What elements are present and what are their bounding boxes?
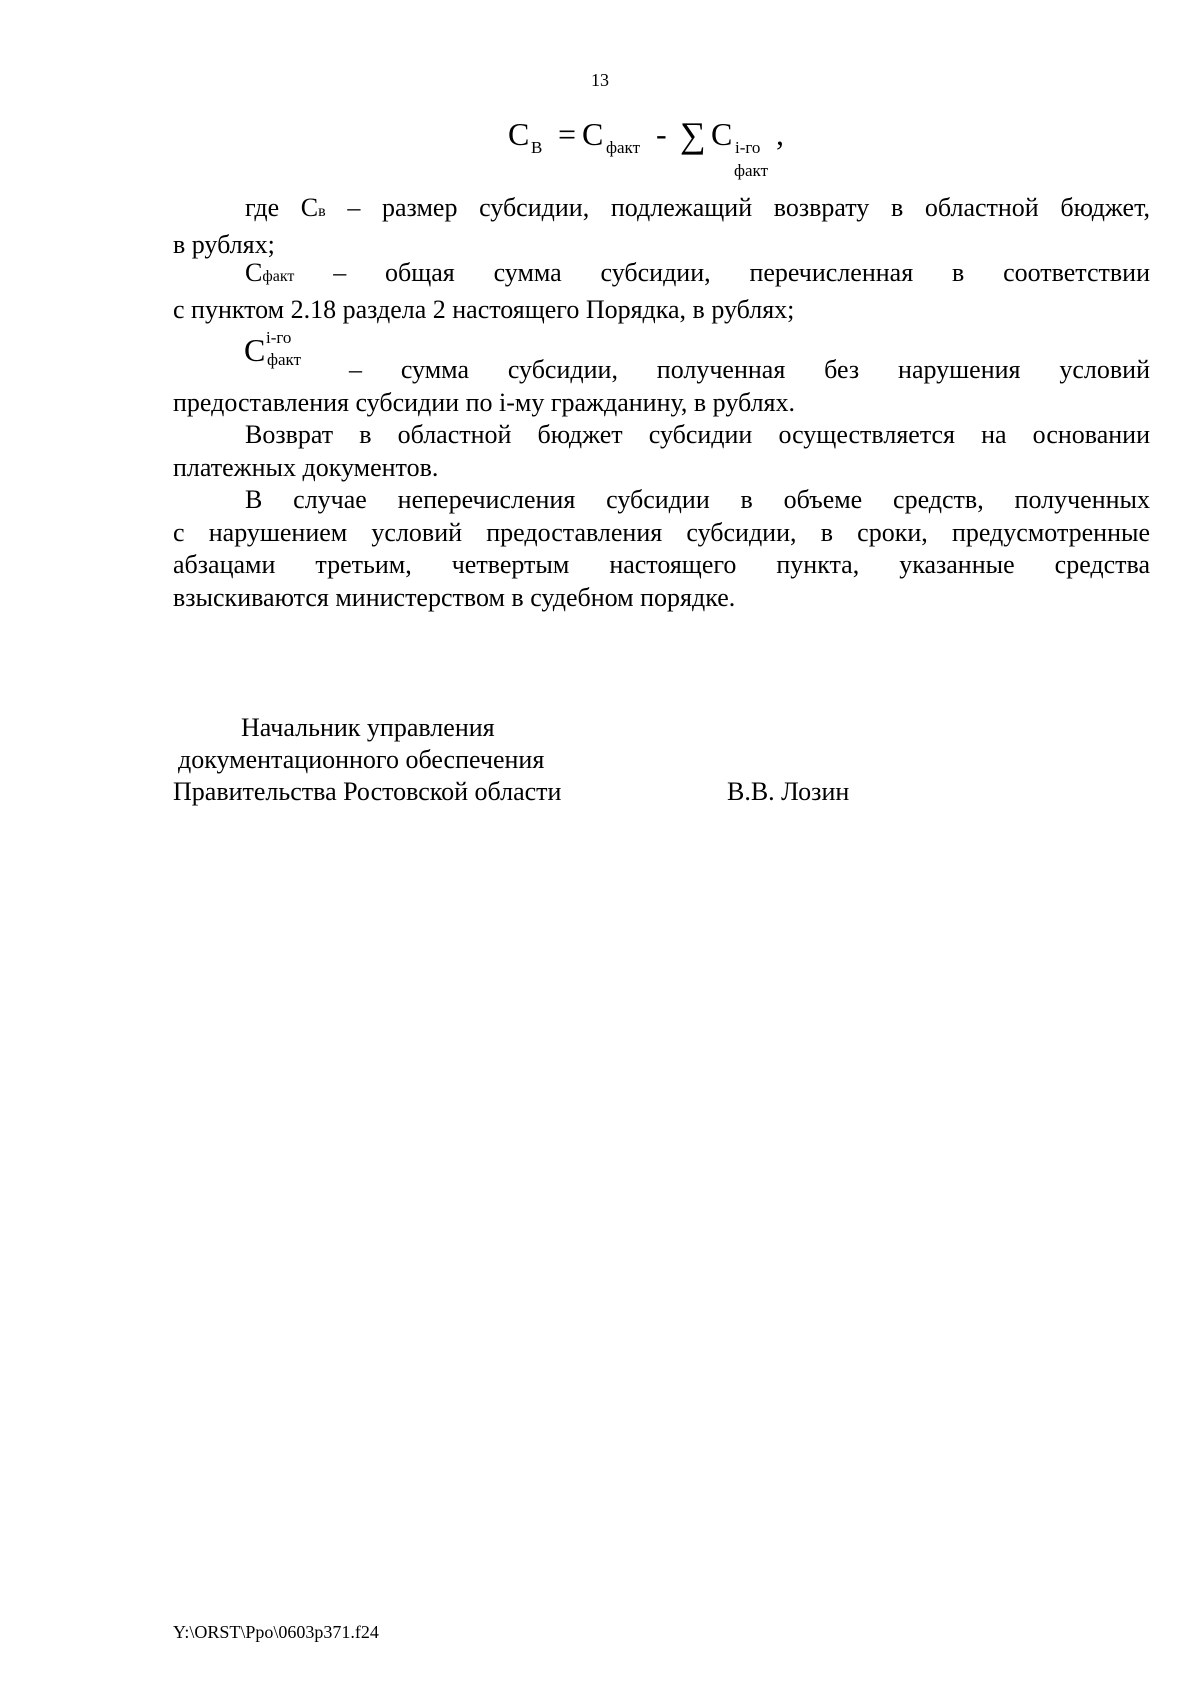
text-line xyxy=(173,257,1150,294)
paragraph-definition-cv xyxy=(173,192,1150,261)
formula-minus: - xyxy=(656,116,667,152)
paragraph-refund-basis xyxy=(173,419,1150,484)
ci-symbol-superscript: i-го xyxy=(266,328,292,347)
subscript: в xyxy=(318,203,326,220)
formula-i-c: C xyxy=(711,116,733,152)
text-line: Возврат в областной бюджет субсидии осуществляется на основании xyxy=(245,420,1150,449)
text-line: в рублях; xyxy=(173,229,275,259)
signatory-name: В.В. Лозин xyxy=(727,777,850,806)
formula-equals: = xyxy=(558,116,577,152)
page-number: 13 xyxy=(591,70,609,90)
text-line: взыскиваются министерством в судебном порядке. xyxy=(173,582,736,612)
formula-i-subscript-top: i-го xyxy=(735,138,761,157)
signature-title-line-3: Правительства Ростовской области xyxy=(173,777,562,806)
text-fragment: где С xyxy=(245,193,319,222)
paragraph-court-recovery xyxy=(173,484,1150,614)
paragraph-definition-cfact xyxy=(173,257,1150,326)
text-fragment: С xyxy=(245,258,263,287)
formula-lhs-subscript: В xyxy=(531,138,543,157)
formula-fact-c: C xyxy=(582,116,604,152)
ci-symbol-subscript: факт xyxy=(267,350,302,369)
text-line xyxy=(173,192,1150,229)
signature-title-line-2: документационного обеспечения xyxy=(178,745,545,774)
formula-i-subscript-bottom: факт xyxy=(734,161,769,180)
paragraph-definition-ci xyxy=(173,354,1150,419)
text-line: – сумма субсидии, полученная без нарушения условий xyxy=(349,355,1150,384)
file-path: Y:\ORST\Ppo\0603p371.f24 xyxy=(173,1622,379,1642)
formula-comma: , xyxy=(776,116,784,152)
text-line: В случае неперечисления субсидии в объеме средств, полученных xyxy=(245,485,1150,514)
text-line: с пунктом 2.18 раздела 2 настоящего Порядка, в рублях; xyxy=(173,294,795,324)
text-fragment: – общая сумма субсидии, перечисленная в соответствии xyxy=(294,258,1150,287)
ci-symbol-c: C xyxy=(244,332,266,368)
sum-symbol: ∑ xyxy=(680,115,706,155)
formula-fact-subscript: факт xyxy=(606,138,641,157)
signature-title-line-1: Начальник управления xyxy=(241,713,495,742)
formula-lhs-c: C xyxy=(508,116,530,152)
text-fragment: – размер субсидии, подлежащий возврату в областной бюджет, xyxy=(325,193,1150,222)
text-line: платежных документов. xyxy=(173,452,439,482)
subscript: факт xyxy=(262,268,295,285)
text-line: с нарушением условий предоставления субсидии, в сроки, предусмотренные xyxy=(173,517,1150,547)
text-line: предоставления субсидии по i-му гражданину, в рублях. xyxy=(173,387,796,417)
refund-formula xyxy=(508,116,848,186)
text-line: абзацами третьим, четвертым настоящего пункта, указанные средства xyxy=(173,550,1150,579)
